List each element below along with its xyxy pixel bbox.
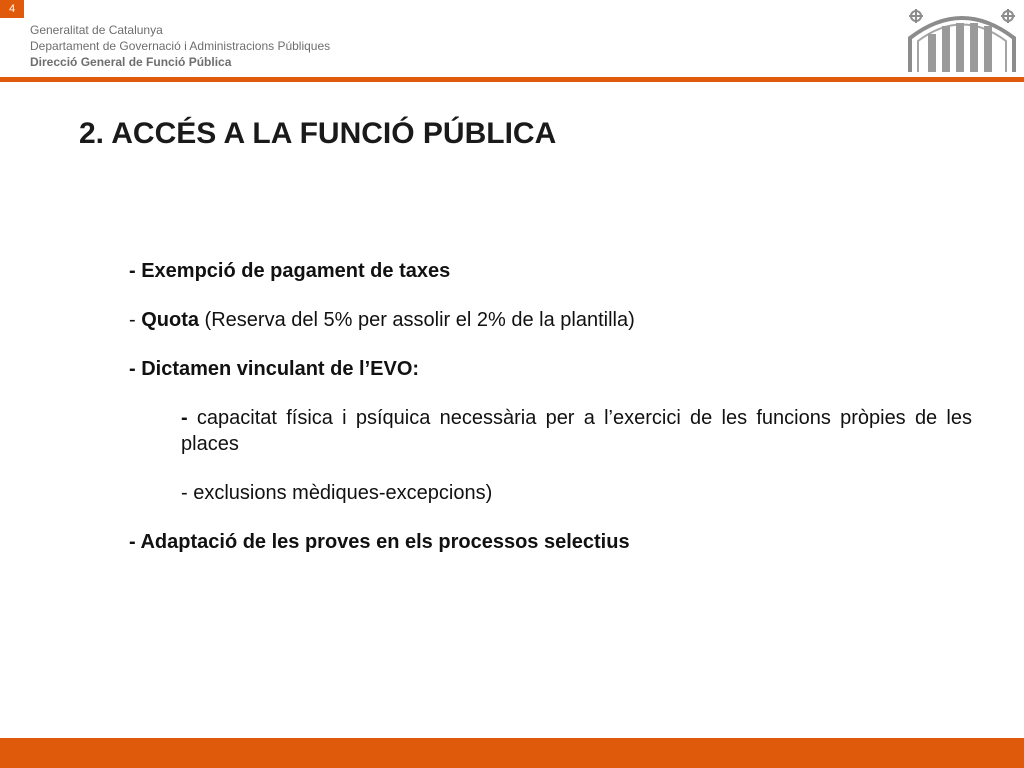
- list-item-test-adaptation: - Adaptació de les proves en els processos selectius: [129, 531, 630, 553]
- header-divider: [0, 77, 1024, 82]
- sub-item-capacity: [181, 405, 972, 457]
- org-name: Generalitat de Catalunya: [30, 23, 163, 37]
- directorate-name: Direcció General de Funció Pública: [30, 55, 232, 69]
- list-item-quota: [129, 307, 972, 333]
- footer-bar: [0, 738, 1024, 768]
- department-name: Departament de Governació i Administracions Públiques: [30, 39, 331, 53]
- capacity-dash: -: [181, 407, 197, 429]
- quota-label: Quota: [141, 309, 199, 331]
- quota-dash: -: [129, 309, 142, 331]
- quota-detail: (Reserva del 5% per assolir el 2% de la plantilla): [199, 309, 635, 331]
- sub-item-exclusions: - exclusions mèdiques-excepcions): [181, 482, 493, 504]
- generalitat-logo-icon: [906, 4, 1018, 74]
- page-number-badge: 4: [0, 0, 24, 18]
- capacity-text: capacitat física i psíquica necessària per a l’exercici de les funcions pròpies de les places: [181, 407, 973, 455]
- content-list: [129, 258, 972, 578]
- list-item-fee-exemption: - Exempció de pagament de taxes: [129, 260, 451, 282]
- slide-title: 2. ACCÉS A LA FUNCIÓ PÚBLICA: [79, 117, 557, 150]
- list-item-evo-opinion: - Dictamen vinculant de l’EVO:: [129, 358, 420, 380]
- organization-header: [30, 22, 330, 70]
